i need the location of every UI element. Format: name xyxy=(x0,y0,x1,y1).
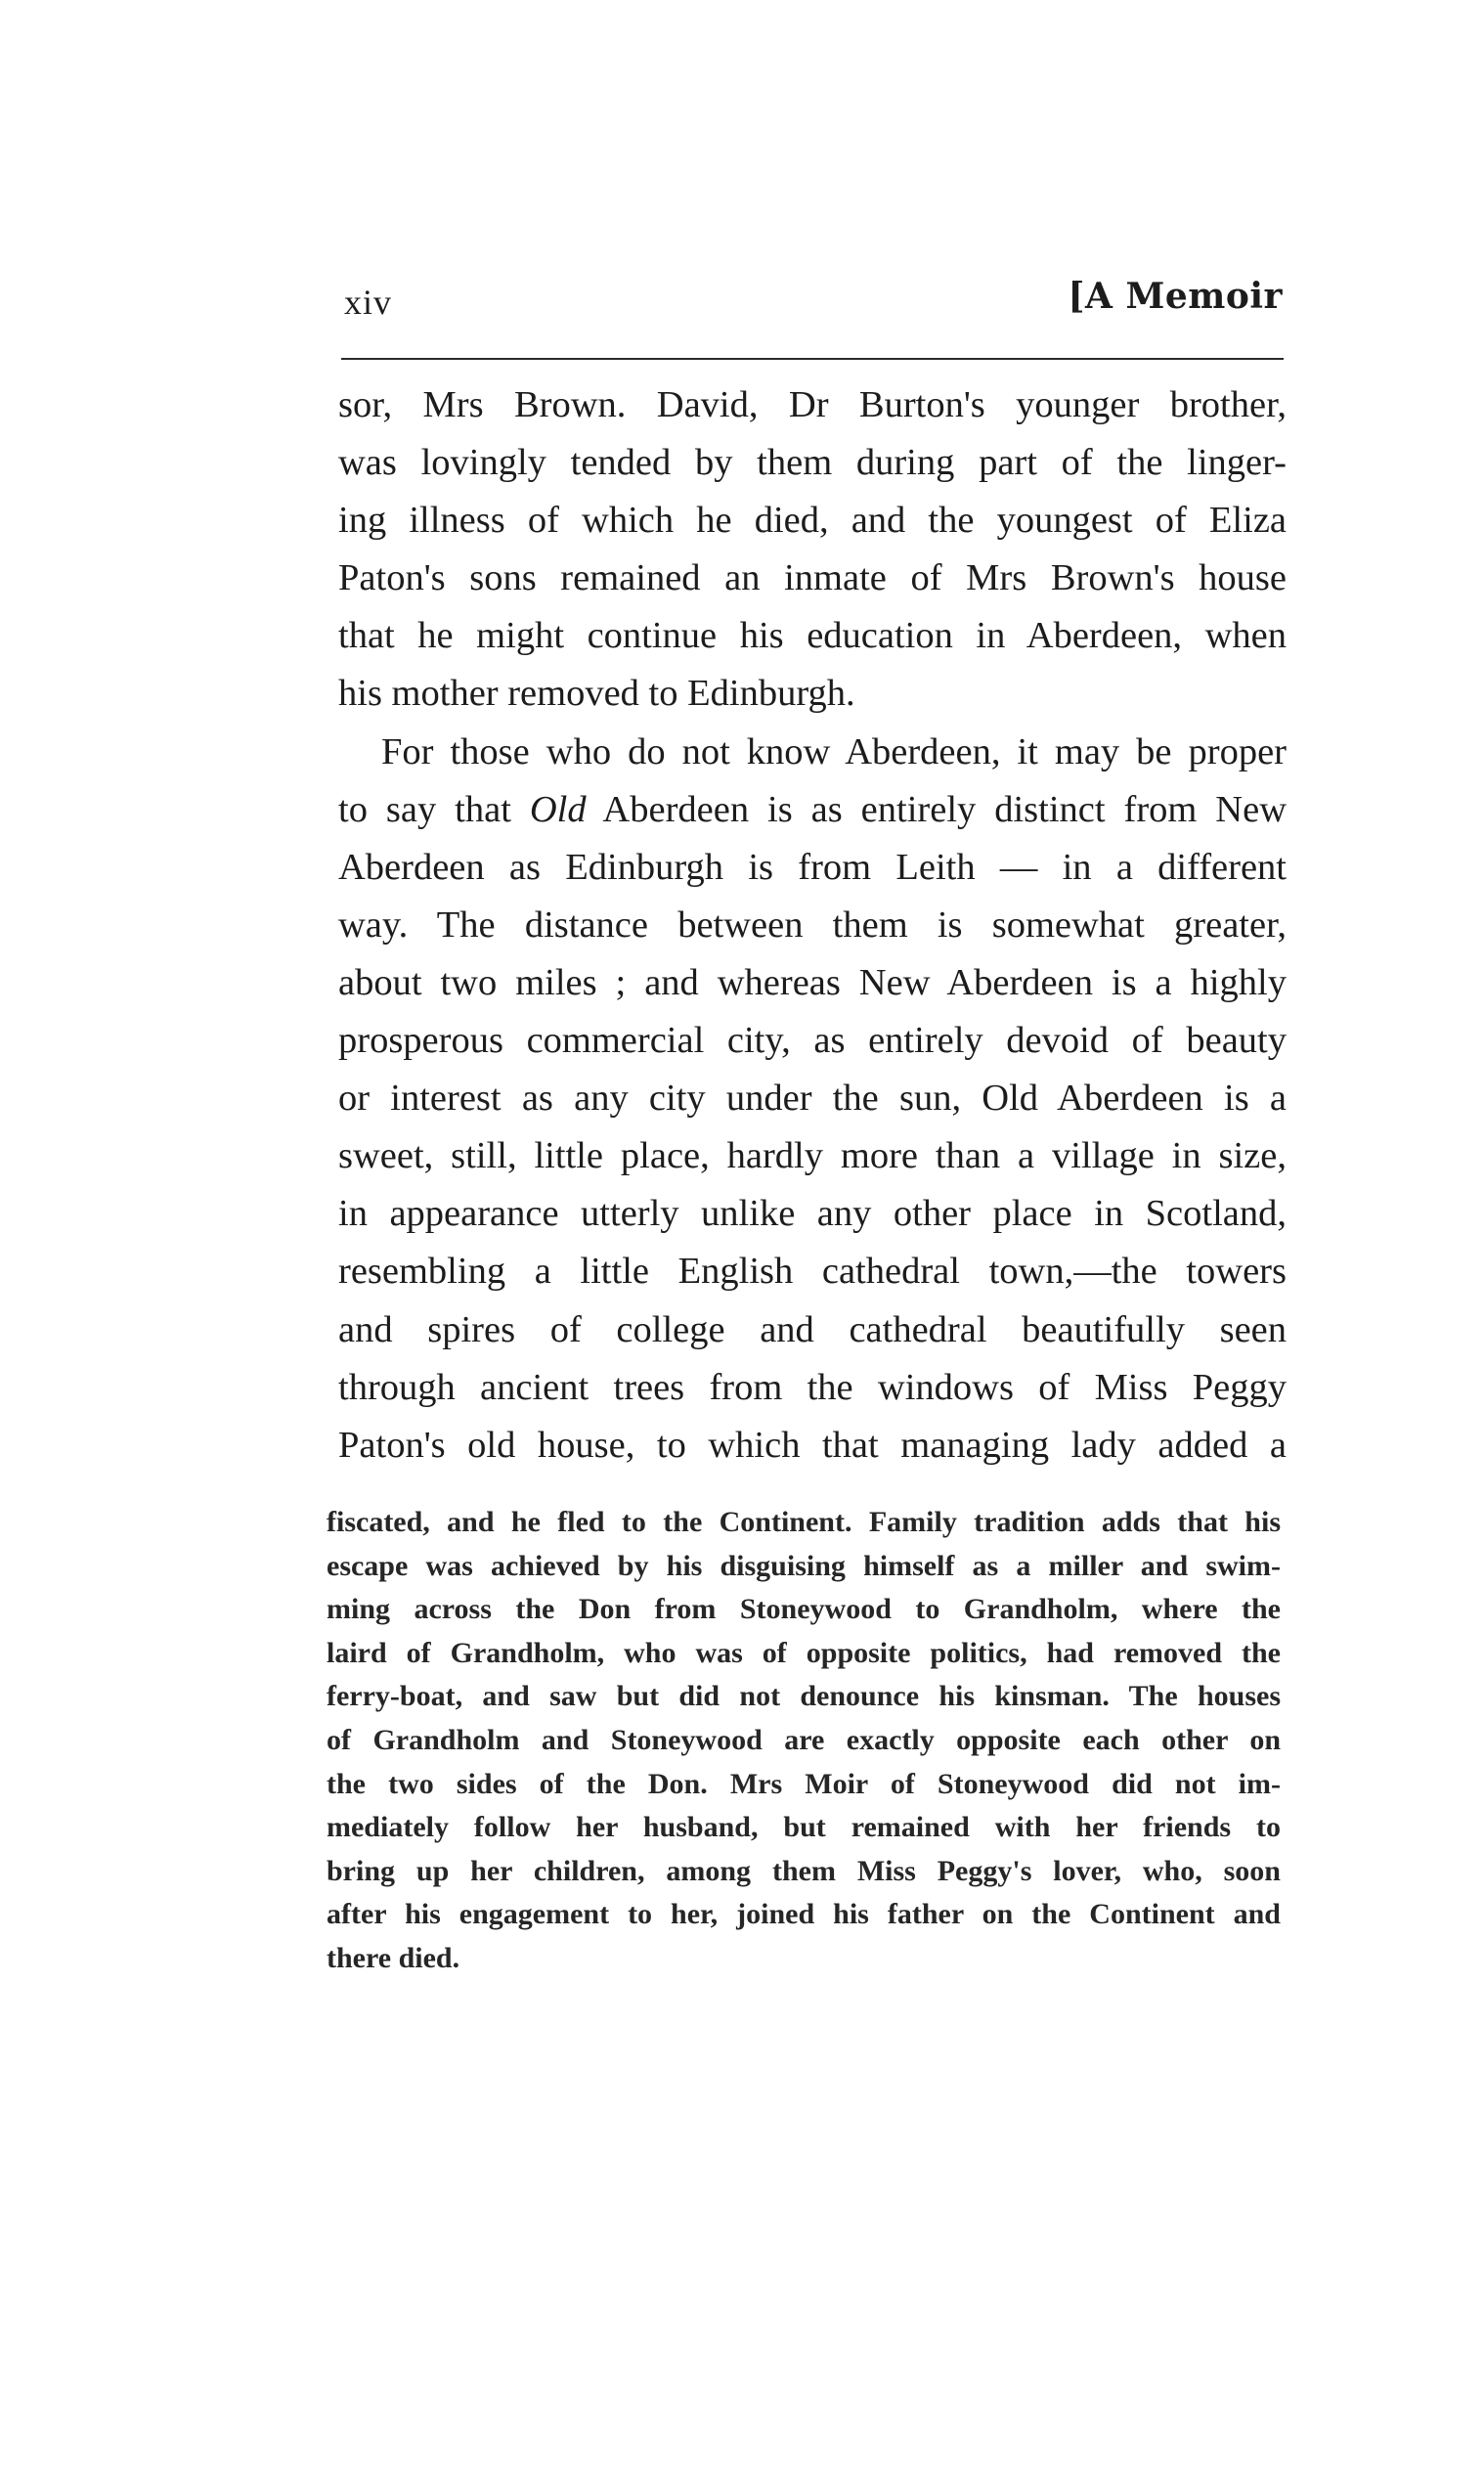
text-fragment: Aberdeen is as entirely distinct from New xyxy=(586,788,1288,830)
footnote-line: laird of Grandholm, who was of opposite politics, had removed the xyxy=(327,1636,1281,1669)
footnote-line: ming across the Don from Stoneywood to Grandholm, where the xyxy=(327,1593,1281,1626)
footnote-line: after his engagement to her, joined his father on the Continent and xyxy=(327,1898,1281,1931)
text-line: and spires of college and cathedral beautifully seen xyxy=(338,1308,1287,1350)
page-header xyxy=(344,276,1283,334)
text-line: was lovingly tended by them during part of the linger- xyxy=(338,442,1287,484)
text-line: resembling a little English cathedral town,—the towers xyxy=(338,1251,1287,1293)
footnote-line: mediately follow her husband, but remained with her friends to xyxy=(327,1811,1281,1844)
footnote-line: there died. xyxy=(327,1941,460,1974)
text-line: his mother removed to Edinburgh. xyxy=(338,673,855,715)
text-line: ing illness of which he died, and the youngest of Eliza xyxy=(338,500,1287,542)
running-head: [A Memoir xyxy=(1068,276,1283,317)
text-line: way. The distance between them is somewhat greater, xyxy=(338,903,1287,946)
footnote xyxy=(327,1501,1281,1981)
text-line: about two miles ; and whereas New Aberdeen is a highly xyxy=(338,961,1287,1003)
italic-word: Old xyxy=(529,788,587,830)
footnote-line: escape was achieved by his disguising himself as a miller and swim- xyxy=(327,1549,1281,1582)
footnote-line: of Grandholm and Stoneywood are exactly opposite each other on xyxy=(327,1723,1281,1756)
text-line: that he might continue his education in Aberdeen, when xyxy=(338,615,1287,657)
page-number: xiv xyxy=(344,283,393,322)
text-line: Paton's old house, to which that managing lady added a xyxy=(338,1424,1287,1466)
text-fragment: to say that xyxy=(338,788,530,830)
text-line: in appearance utterly unlike any other place in Scotland, xyxy=(338,1193,1287,1235)
footnote-line: the two sides of the Don. Mrs Moir of Stoneywood did not im- xyxy=(327,1767,1281,1800)
text-line: prosperous commercial city, as entirely devoid of beauty xyxy=(338,1020,1287,1062)
footnote-line: ferry-boat, and saw but did not denounce his kinsman. The houses xyxy=(327,1680,1281,1713)
text-line: through ancient trees from the windows of Miss Peggy xyxy=(338,1366,1287,1408)
body-text xyxy=(338,376,1287,1475)
text-line: Paton's sons remained an inmate of Mrs Brown's house xyxy=(338,557,1287,599)
text-line: sweet, still, little place, hardly more than a village in size, xyxy=(338,1135,1287,1177)
footnote-line: fiscated, and he fled to the Continent. Family tradition adds that his xyxy=(327,1506,1281,1538)
text-line: Aberdeen as Edinburgh is from Leith — in a different xyxy=(338,846,1287,888)
paragraph-2 xyxy=(338,724,1287,1475)
header-rule xyxy=(341,358,1284,360)
text-line: sor, Mrs Brown. David, Dr Burton's younger brother, xyxy=(338,384,1287,425)
text-line: For those who do not know Aberdeen, it may be proper xyxy=(381,730,1287,772)
text-line: or interest as any city under the sun, Old Aberdeen is a xyxy=(338,1078,1287,1120)
paragraph-1 xyxy=(338,376,1287,724)
text-line xyxy=(338,781,1287,839)
footnote-line: bring up her children, among them Miss Peggy's lover, who, soon xyxy=(327,1854,1281,1887)
